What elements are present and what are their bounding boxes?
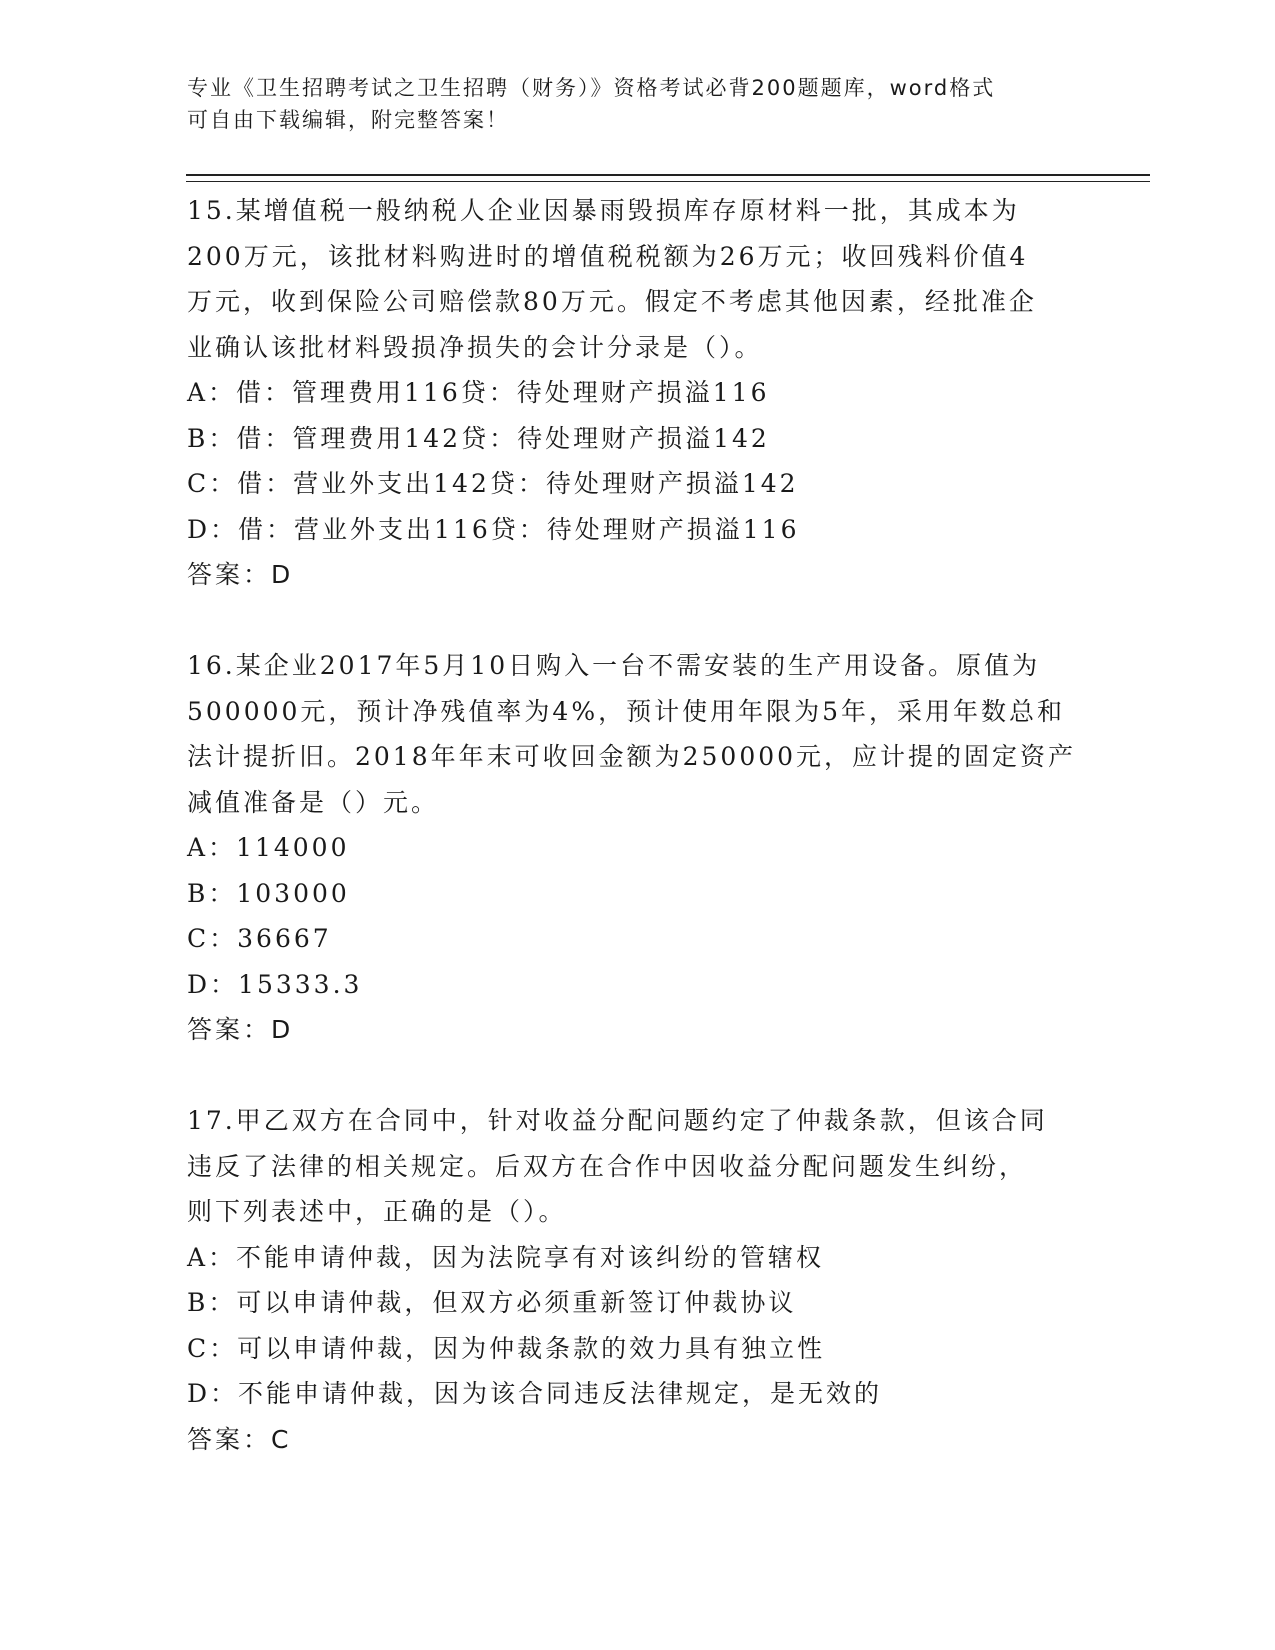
option-b: B：可以申请仲裁，但双方必须重新签订仲裁协议 [187,1288,797,1317]
header-line-1: 专业《卫生招聘考试之卫生招聘（财务）》资格考试必背200题题库，word格式 [187,76,996,100]
question-stem-line: 则下列表述中，正确的是（）。 [187,1197,567,1226]
question-stem-line: 200万元，该批材料购进时的增值税税额为26万元；收回残料价值4 [187,241,1029,271]
header-line-2: 可自由下载编辑，附完整答案！ [187,108,509,132]
question-15 [187,188,1087,598]
question-stem-line: 万元，收到保险公司赔偿款80万元。假定不考虑其他因素，经批准企 [187,287,1037,316]
answer-line: 答案：C [187,1424,292,1454]
option-d: D：不能申请仲裁，因为该合同违反法律规定，是无效的 [187,1379,883,1408]
question-stem-line: 法计提折旧。2018年年末可收回金额为250000元，应计提的固定资产 [187,742,1077,771]
option-b: B：借：管理费用142贷：待处理财产损溢142 [187,423,770,453]
question-stem-line: 违反了法律的相关规定。后双方在合作中因收益分配问题发生纠纷， [187,1151,1028,1181]
option-d: D：15333.3 [187,969,363,999]
option-a: A：不能申请仲裁，因为法院享有对该纠纷的管辖权 [187,1242,825,1272]
question-stem-line: 业确认该批材料毁损净损失的会计分录是（）。 [187,332,763,362]
option-b: B：103000 [187,878,350,908]
option-c: C：36667 [187,924,332,953]
document-header [187,72,1087,136]
question-17 [187,1098,1087,1462]
question-spacer [187,598,1087,644]
answer-line: 答案：D [187,1015,294,1044]
option-d: D：借：营业外支出116贷：待处理财产损溢116 [187,514,800,544]
question-spacer [187,1053,1087,1099]
question-stem-line: 15.某增值税一般纳税人企业因暴雨毁损库存原材料一批，其成本为 [187,196,1020,225]
answer-line: 答案：D [187,560,294,589]
question-list [187,188,1087,1462]
header-divider-thick [186,174,1150,176]
question-stem-line: 17.甲乙双方在合同中，针对收益分配问题约定了仲裁条款，但该合同 [187,1106,1048,1135]
option-c: C：借：营业外支出142贷：待处理财产损溢142 [187,469,799,498]
option-a: A：114000 [187,833,350,862]
header-divider-thin [186,181,1150,182]
option-c: C：可以申请仲裁，因为仲裁条款的效力具有独立性 [187,1333,826,1363]
question-stem-line: 16.某企业2017年5月10日购入一台不需安装的生产用设备。原值为 [187,651,1041,680]
question-stem-line: 500000元，预计净残值率为4%，预计使用年限为5年，采用年数总和 [187,696,1066,726]
question-16 [187,643,1087,1053]
option-a: A：借：管理费用116贷：待处理财产损溢116 [187,378,770,407]
question-stem-line: 减值准备是（）元。 [187,787,440,817]
